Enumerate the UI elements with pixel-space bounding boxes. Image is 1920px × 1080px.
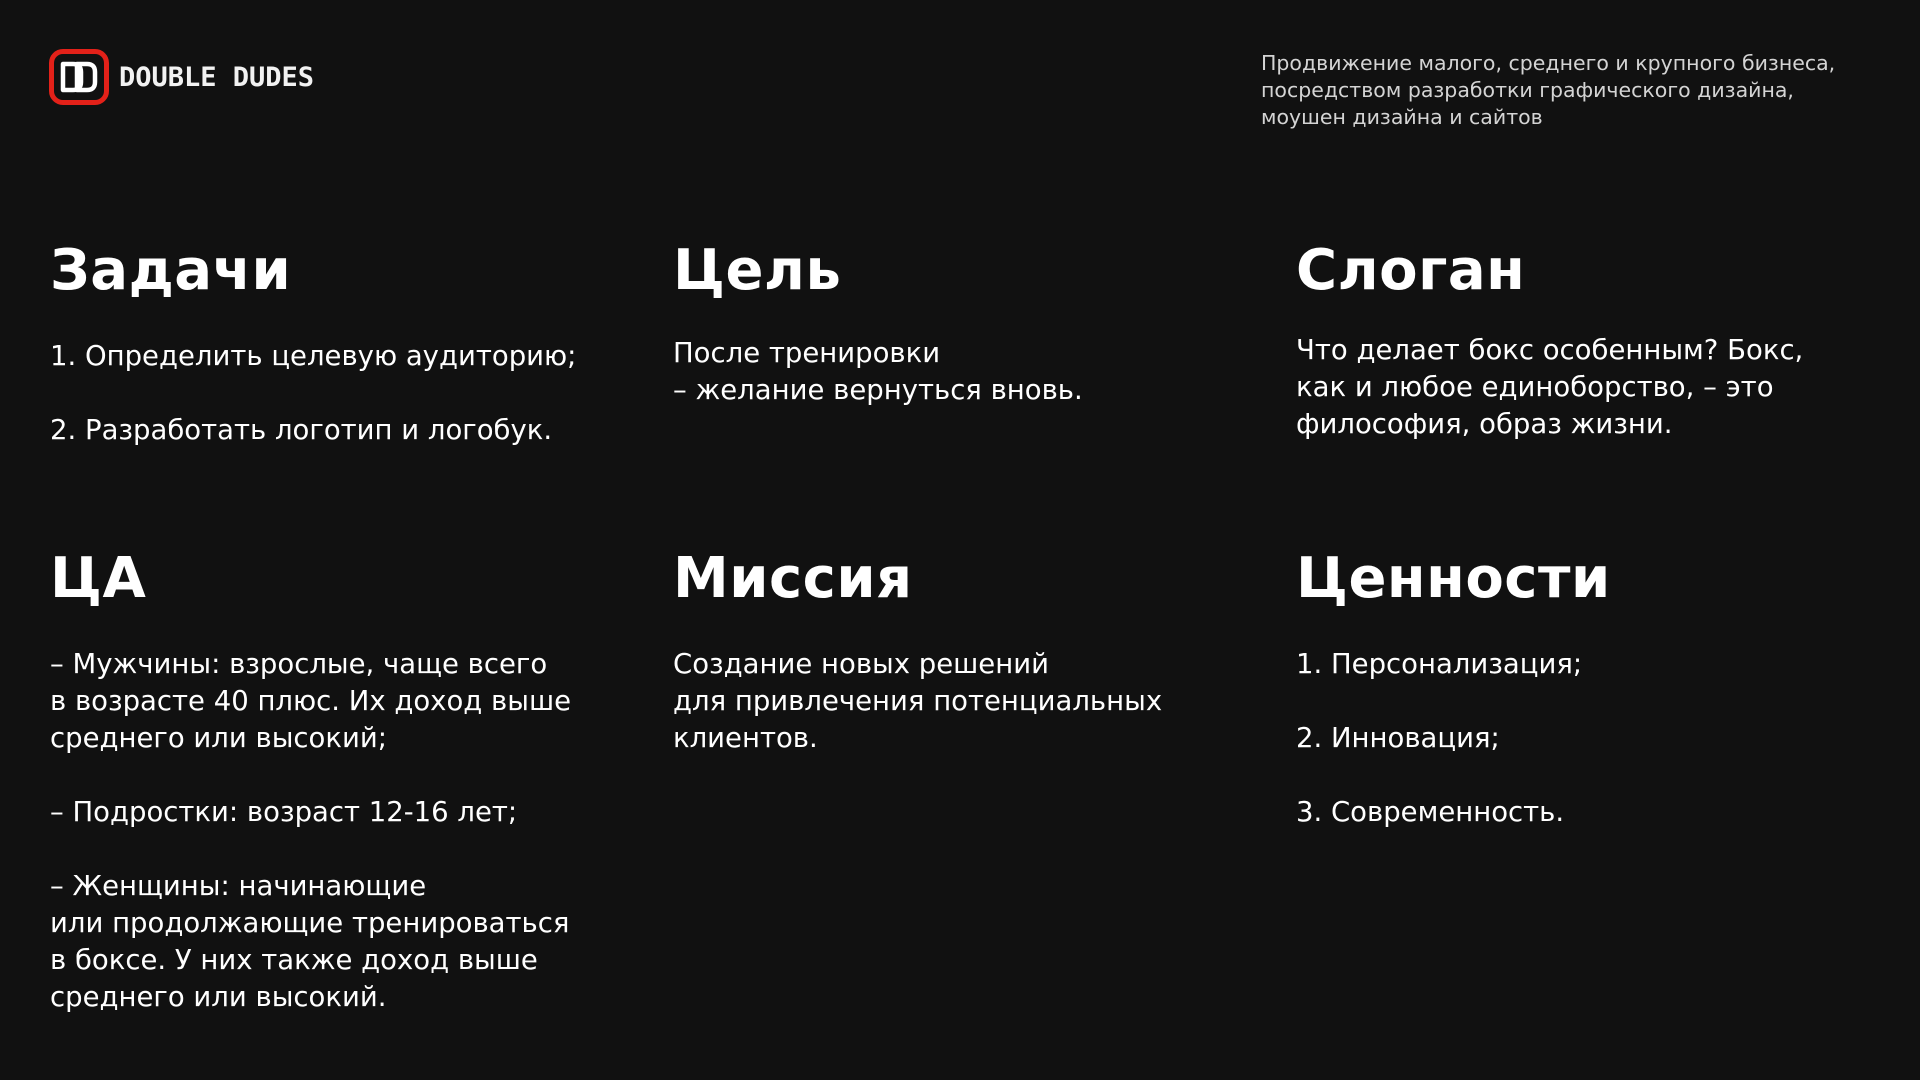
tagline: Продвижение малого, среднего и крупного бизнеса, посредством разработки графического дизайна, моушен дизайна и сайтов [1261,51,1836,129]
goal-text: После тренировки – желание вернуться вновь. [673,337,1083,406]
mission-text: Создание новых решений для привлечения потенциальных клиентов. [673,648,1163,754]
tasks-section [50,238,670,449]
values-text: 1. Персонализация; 2. Инновация; 3. Современность. [1296,648,1583,828]
target-audience-title: ЦА [50,546,147,611]
goal-title: Цель [673,238,842,303]
mission-section [673,546,1293,757]
brand-name: DOUBLE DUDES [119,61,315,93]
slogan-section [1296,238,1916,443]
target-audience-section [50,546,670,1016]
goal-section [673,238,1293,409]
slogan-text: Что делает бокс особенным? Бокс, как и любое единоборство, – это философия, образ жизни. [1296,334,1804,440]
slogan-title: Слоган [1296,238,1526,303]
mission-title: Миссия [673,546,913,611]
tasks-title: Задачи [50,238,292,303]
brand-logo [49,49,314,105]
tasks-text: 1. Определить целевую аудиторию; 2. Разработать логотип и логобук. [50,340,577,446]
target-audience-text: – Мужчины: взрослые, чаще всего в возрасте 40 плюс. Их доход выше среднего или высокий; – Подростки: возраст 12-16 лет; – Женщины: начинающие или продолжающие тренироваться в боксе. У них также доход выше среднего или высокий. [50,648,572,1013]
values-title: Ценности [1296,546,1611,611]
values-section [1296,546,1916,831]
double-d-logo-icon [49,49,109,105]
